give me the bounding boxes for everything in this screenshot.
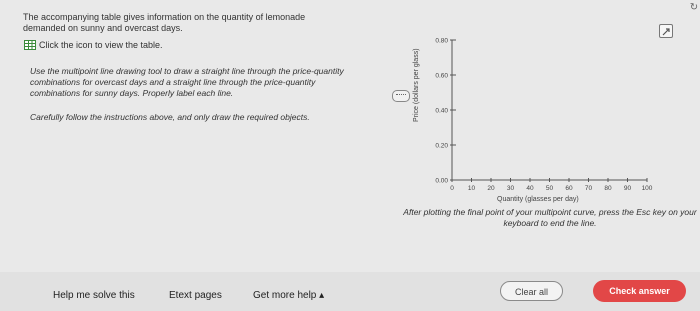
panel-divider-handle[interactable]	[392, 90, 410, 102]
y-axis-label: Price (dollars per glass)	[413, 48, 420, 122]
x-tick-label: 10	[467, 185, 476, 192]
x-tick-label: 80	[604, 185, 612, 192]
x-tick-label: 100	[641, 185, 653, 192]
check-answer-button[interactable]: Check answer	[593, 280, 686, 302]
instructions: Use the multipoint line drawing tool to draw a straight line through the price-quantity combinations for overcast days and a straight line through the price-quantity combinations for sunny days. Properly label each line.	[30, 66, 344, 98]
help-me-solve-link[interactable]: Help me solve this	[53, 290, 135, 301]
x-tick-label: 0	[450, 185, 454, 192]
y-tick-label: 0.60	[435, 72, 448, 80]
view-table-label[interactable]: Click the icon to view the table.	[39, 40, 163, 50]
x-tick-label: 60	[565, 185, 573, 192]
x-tick-label: 50	[545, 185, 554, 192]
y-tick-label: 0.20	[435, 142, 448, 150]
table-icon[interactable]	[24, 40, 36, 50]
divider-handle-icon	[396, 94, 406, 97]
view-table-link[interactable]	[24, 40, 163, 50]
get-more-help-link[interactable]: Get more help ▴	[253, 290, 325, 301]
x-tick-label: 20	[487, 185, 495, 192]
x-tick-label: 30	[506, 185, 515, 192]
new-window-icon[interactable]	[659, 24, 673, 38]
etext-pages-link[interactable]: Etext pages	[169, 290, 222, 301]
x-tick-label: 40	[526, 185, 534, 192]
chart-svg[interactable]	[420, 30, 660, 205]
new-window-glyph	[660, 26, 672, 38]
clear-all-button[interactable]: Clear all	[500, 281, 563, 301]
y-tick-label: 0.40	[435, 107, 448, 115]
careful-note: Carefully follow the instructions above, and only draw the required objects.	[30, 112, 310, 122]
x-tick-label: 90	[623, 185, 632, 192]
esc-note: After plotting the final point of your multipoint curve, press the Esc key on your keyboard to end the line.	[403, 207, 697, 228]
x-tick-label: 70	[584, 185, 593, 192]
y-tick-label: 0.00	[435, 177, 448, 185]
y-tick-label: 0.80	[435, 37, 448, 45]
x-axis-label: Quantity (glasses per day)	[497, 196, 579, 203]
question-intro: The accompanying table gives information on the quantity of lemonade demanded on sunny and overcast days.	[23, 12, 306, 33]
graph-area[interactable]	[420, 30, 660, 205]
refresh-icon[interactable]: ↻	[689, 2, 699, 13]
